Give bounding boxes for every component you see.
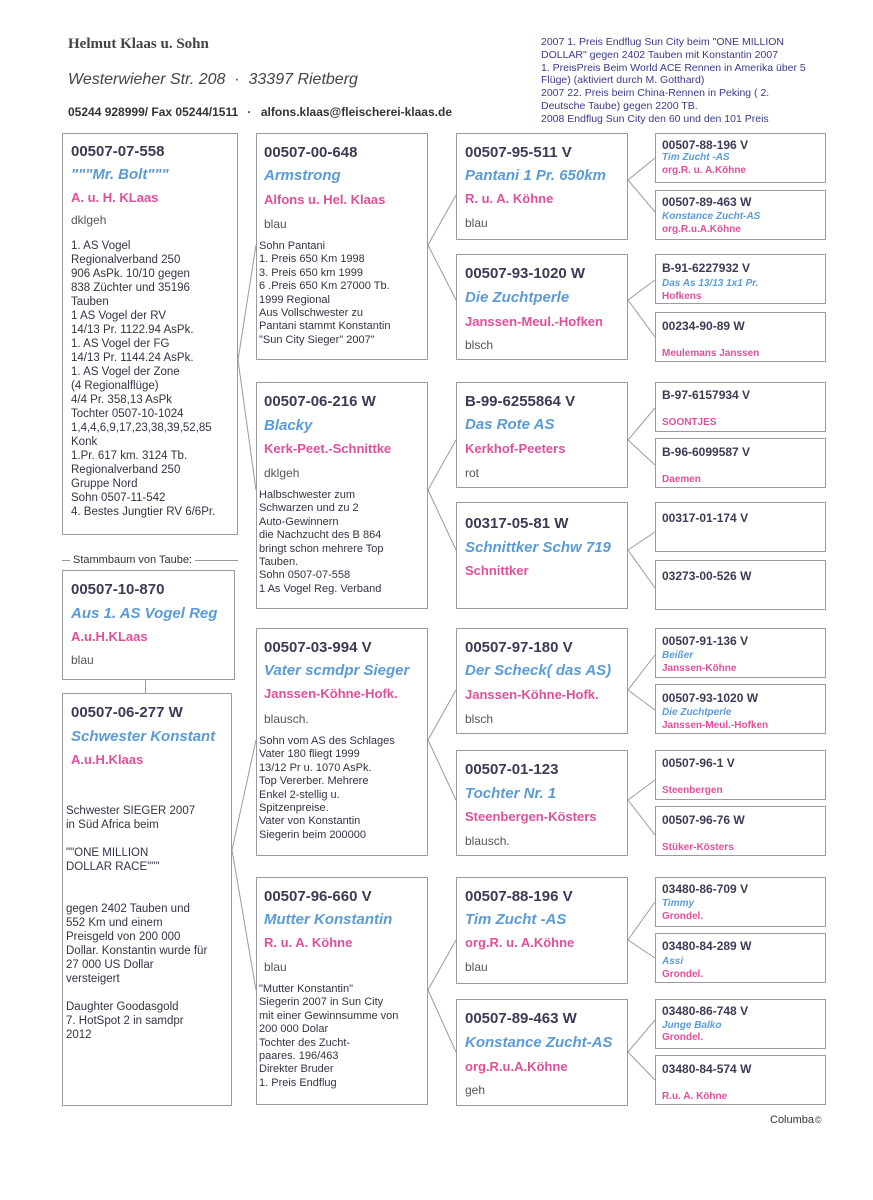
plumage-color: dklgeh <box>264 466 300 480</box>
bird-name: Tim Zucht -AS <box>662 152 730 163</box>
bird-name: Vater scmdpr Sieger <box>264 662 410 679</box>
breeder: A.u.H.KLaas <box>71 629 148 644</box>
great-grandparent-card[interactable] <box>655 502 826 552</box>
breeder: org.R.u.A.Köhne <box>662 224 741 235</box>
bird-info: Halbschwester zum Schwarzen und zu 2 Auto-Gewinnern die Nachzucht des B 864 bringt schon mehrere Top Tauben. Sohn 0507-07-558 1 As Vogel Reg. Verband <box>259 489 384 595</box>
plumage-color: rot <box>465 466 480 480</box>
breeder: SOONTJES <box>662 417 717 428</box>
ring-number: B-99-6255864 V <box>465 393 576 410</box>
bird-info: Sohn Pantani 1. Preis 650 Km 1998 3. Preis 650 km 1999 6 .Preis 650 Km 27000 Tb. 1999 Regional Aus Vollschwester zu Pantani stammt Konstantin "Sun City Sieger" 2007" <box>259 240 391 346</box>
email-link[interactable]: alfons.klaas@fleischerei-klaas.de <box>260 105 452 119</box>
bird-name: Timmy <box>662 898 695 909</box>
ring-number: 00507-88-196 V <box>465 888 573 905</box>
breeder: Kerk-Peet.-Schnittke <box>264 441 392 456</box>
grandparent-card[interactable] <box>456 254 628 360</box>
parent-card[interactable] <box>256 382 428 609</box>
ring-number: 00507-01-123 <box>465 761 559 778</box>
bird-name: """Mr. Bolt""" <box>71 166 169 183</box>
breeder: Meulemans Janssen <box>662 348 760 359</box>
grandparent-card[interactable] <box>456 502 628 609</box>
ring-number: 00507-93-1020 W <box>662 691 759 705</box>
great-grandparent-card[interactable] <box>655 750 826 800</box>
breeder: org.R. u. A.Köhne <box>662 165 747 176</box>
great-grandparent-card[interactable] <box>655 438 826 488</box>
great-grandparent-card[interactable] <box>655 560 826 610</box>
breeder: Schnittker <box>465 563 529 578</box>
parent-card[interactable] <box>256 133 428 360</box>
great-grandparent-card[interactable] <box>655 684 826 734</box>
plumage-color: blau <box>465 960 488 974</box>
great-grandparent-card[interactable] <box>655 806 826 856</box>
plumage-color: blau <box>465 216 488 230</box>
breeder: Janssen-Köhne-Hofk. <box>264 686 398 701</box>
bird-name: Mutter Konstantin <box>264 911 393 928</box>
ring-number: B-91-6227932 V <box>662 261 751 275</box>
great-grandparent-card[interactable] <box>655 254 826 304</box>
ring-number: 03480-84-574 W <box>662 1062 752 1076</box>
ring-number: 00507-00-648 <box>264 144 358 161</box>
ring-number: 00507-07-558 <box>71 143 165 160</box>
achievements-text: 2007 1. Preis Endflug Sun City beim "ONE MILLION DOLLAR" gegen 2402 Tauben mit Konstantin 2007 1. PreisPreis Beim World ACE Rennen in Amerika über 5 Flüge) (aktiviert durch M. Gotthard) 2007 22. Preis beim China-Rennen in Peking ( 2. Deutsche Taube) gegen 2200 TB. 2008 Endflug Sun City den 60 und den 101 Preis <box>541 36 806 125</box>
breeder: R.u. A. Köhne <box>662 1091 728 1102</box>
parent-card[interactable] <box>256 877 428 1105</box>
ring-number: 00507-06-277 W <box>71 704 183 721</box>
breeder: Grondel. <box>662 911 704 922</box>
great-grandparent-card[interactable] <box>655 190 826 240</box>
breeder: Kerkhof-Peeters <box>465 441 566 456</box>
breeder: Steenbergen <box>662 785 723 796</box>
main-bird-card[interactable] <box>62 133 238 535</box>
brand-name: Columba <box>770 1114 815 1126</box>
ring-number: 03480-86-748 V <box>662 1004 749 1018</box>
great-grandparent-card[interactable] <box>655 382 826 432</box>
ring-number: 00507-88-196 V <box>662 138 749 152</box>
parent-card[interactable] <box>256 628 428 856</box>
ring-number: B-97-6157934 V <box>662 388 751 402</box>
breeder: Janssen-Meul.-Hofken <box>662 720 769 731</box>
great-grandparent-card[interactable] <box>655 933 826 983</box>
ring-number: 00507-89-463 W <box>662 195 752 209</box>
ring-number: 00507-89-463 W <box>465 1010 577 1027</box>
breeder: Stüker-Kösters <box>662 842 734 853</box>
bird-name: Junge Balko <box>662 1020 722 1031</box>
grandparent-card[interactable] <box>456 999 628 1106</box>
breeder: A. u. H. KLaas <box>71 190 159 205</box>
ring-number: 00507-96-1 V <box>662 756 735 770</box>
owner-address: Westerwieher Str. 208 · 33397 Rietberg <box>68 71 358 88</box>
sibling-card[interactable] <box>62 693 232 1106</box>
owner-contact <box>68 105 452 119</box>
bird-name: Konstance Zucht-AS <box>465 1034 613 1051</box>
phone-fax: 05244 928999/ Fax 05244/1511 <box>68 105 239 119</box>
breeder: Alfons u. Hel. Klaas <box>264 192 386 207</box>
bird-name: Schwester Konstant <box>71 728 216 745</box>
breeder: Steenbergen-Kösters <box>465 809 597 824</box>
bird-name: Pantani 1 Pr. 650km <box>465 167 606 184</box>
breeder: org.R.u.A.Köhne <box>465 1059 568 1074</box>
breeder: R. u. A. Köhne <box>264 935 353 950</box>
contact-separator: · <box>247 105 252 119</box>
breeder: Grondel. <box>662 1032 704 1043</box>
bird-name: Das As 13/13 1x1 Pr. <box>662 278 759 289</box>
ring-number: 03480-86-709 V <box>662 882 749 896</box>
grandparent-card[interactable] <box>456 750 628 856</box>
plumage-color: geh <box>465 1083 486 1097</box>
footer-brand <box>770 1114 822 1126</box>
bird-name: Schnittker Schw 719 <box>465 539 611 556</box>
ring-number: 00507-95-511 V <box>465 144 572 161</box>
plumage-color: blsch <box>465 338 494 352</box>
breeder: Grondel. <box>662 969 704 980</box>
breeder: A.u.H.Klaas <box>71 752 144 767</box>
bird-name: Aus 1. AS Vogel Reg <box>71 605 218 622</box>
bird-name: Assi <box>662 956 684 967</box>
bird-name: Konstance Zucht-AS <box>662 211 761 222</box>
ring-number: 00507-06-216 W <box>264 393 376 410</box>
ring-number: 00317-01-174 V <box>662 511 749 525</box>
grandparent-card[interactable] <box>456 877 628 984</box>
grandparent-card[interactable] <box>456 382 628 488</box>
great-grandparent-card[interactable] <box>655 1055 826 1105</box>
great-grandparent-card[interactable] <box>655 999 826 1049</box>
great-grandparent-card[interactable] <box>655 312 826 362</box>
bird-name: Tim Zucht -AS <box>465 911 567 928</box>
breeder: org.R. u. A.Köhne <box>465 935 575 950</box>
ring-number: 00234-90-89 W <box>662 319 745 333</box>
breeder: Janssen-Meul.-Hofken <box>465 314 603 329</box>
ring-number: 00507-91-136 V <box>662 634 749 648</box>
breeder: Daemen <box>662 474 701 485</box>
bird-name: Die Zuchtperle <box>465 289 570 306</box>
great-grandparent-card[interactable] <box>655 628 826 678</box>
grandparent-card[interactable] <box>456 133 628 240</box>
stammbaum-label: Stammbaum von Taube: <box>70 554 195 566</box>
breeder: Janssen-Köhne <box>662 663 737 674</box>
bird-name: Der Scheck( das AS) <box>465 662 612 679</box>
sibling-link-line <box>145 680 146 693</box>
breeder: Hofkens <box>662 291 702 302</box>
ring-number: 03480-84-289 W <box>662 939 752 953</box>
bird-name: Beißer <box>662 650 694 661</box>
owner-name: Helmut Klaas u. Sohn <box>68 36 209 52</box>
bird-name: Blacky <box>264 417 313 434</box>
breeder: Janssen-Köhne-Hofk. <box>465 687 599 702</box>
copyright-icon: © <box>815 1115 822 1125</box>
bird-info: "Mutter Konstantin" Siegerin 2007 in Sun City mit einer Gewinnsumme von 200 000 Dolar Tochter des Zucht- paares. 196/463 Direkter Bruder 1. Preis Endflug <box>259 983 399 1089</box>
breeder: R. u. A. Köhne <box>465 191 554 206</box>
great-grandparent-card[interactable] <box>655 133 826 183</box>
grandparent-card[interactable] <box>456 628 628 734</box>
bird-info: Schwester SIEGER 2007 in Süd Africa beim ""ONE MILLION DOLLAR RACE""" gegen 2402 Tauben und 552 Km und einem Preisgeld von 200 000 Dollar. Konstantin wurde für 27 000 US Dollar versteigert Daughter Goodasgold 7. HotSpot 2 in samdpr 2012 <box>66 805 208 1042</box>
plumage-color: dklgeh <box>71 213 107 227</box>
ring-number: 00507-96-76 W <box>662 813 745 827</box>
great-grandparent-card[interactable] <box>655 877 826 927</box>
bird-name: Armstrong <box>264 167 341 184</box>
plumage-color: blau <box>264 217 287 231</box>
ring-number: 00507-96-660 V <box>264 888 372 905</box>
bird-info: 1. AS Vogel Regionalverband 250 906 AsPk. 10/10 gegen 838 Züchter und 35196 Tauben 1 AS Vogel der RV 14/13 Pr. 1122.94 AsPk. 1. AS Vogel der FG 14/13 Pr. 1144.24 AsPk. 1. AS Vogel der Zone (4 Regionalflüge) 4/4 Pr. 358,13 AsPk Tochter 0507-10-1024 1,4,4,6,9,17,23,38,39,52,85 Konk 1.Pr. 617 km. 3124 Tb. Regionalverband 250 Gruppe Nord Sohn 0507-11-542 4. Bestes Jungtier RV 6/6Pr. <box>71 240 216 519</box>
ring-number: 00317-05-81 W <box>465 515 569 532</box>
ring-number: 00507-93-1020 W <box>465 265 586 282</box>
ring-number: 00507-03-994 V <box>264 639 372 656</box>
bird-name: Das Rote AS <box>465 416 555 433</box>
ring-number: 00507-10-870 <box>71 581 165 598</box>
bird-info: Sohn vom AS des Schlages Vater 180 fliegt 1999 13/12 Pr u. 1070 AsPk. Top Vererber. Mehrere Enkel 2-stellig u. Spitzenpreise. Vater von Konstantin Siegerin beim 200000 <box>259 735 395 841</box>
bird-name: Die Zuchtperle <box>662 707 732 718</box>
ring-number: B-96-6099587 V <box>662 445 751 459</box>
ring-number: 03273-00-526 W <box>662 569 752 583</box>
sibling-card[interactable] <box>62 570 235 680</box>
plumage-color: blsch <box>465 712 494 726</box>
plumage-color: blau <box>71 653 94 667</box>
plumage-color: blausch. <box>465 834 510 848</box>
bird-name: Tochter Nr. 1 <box>465 785 557 802</box>
ring-number: 00507-97-180 V <box>465 639 573 656</box>
plumage-color: blau <box>264 960 287 974</box>
plumage-color: blausch. <box>264 712 309 726</box>
